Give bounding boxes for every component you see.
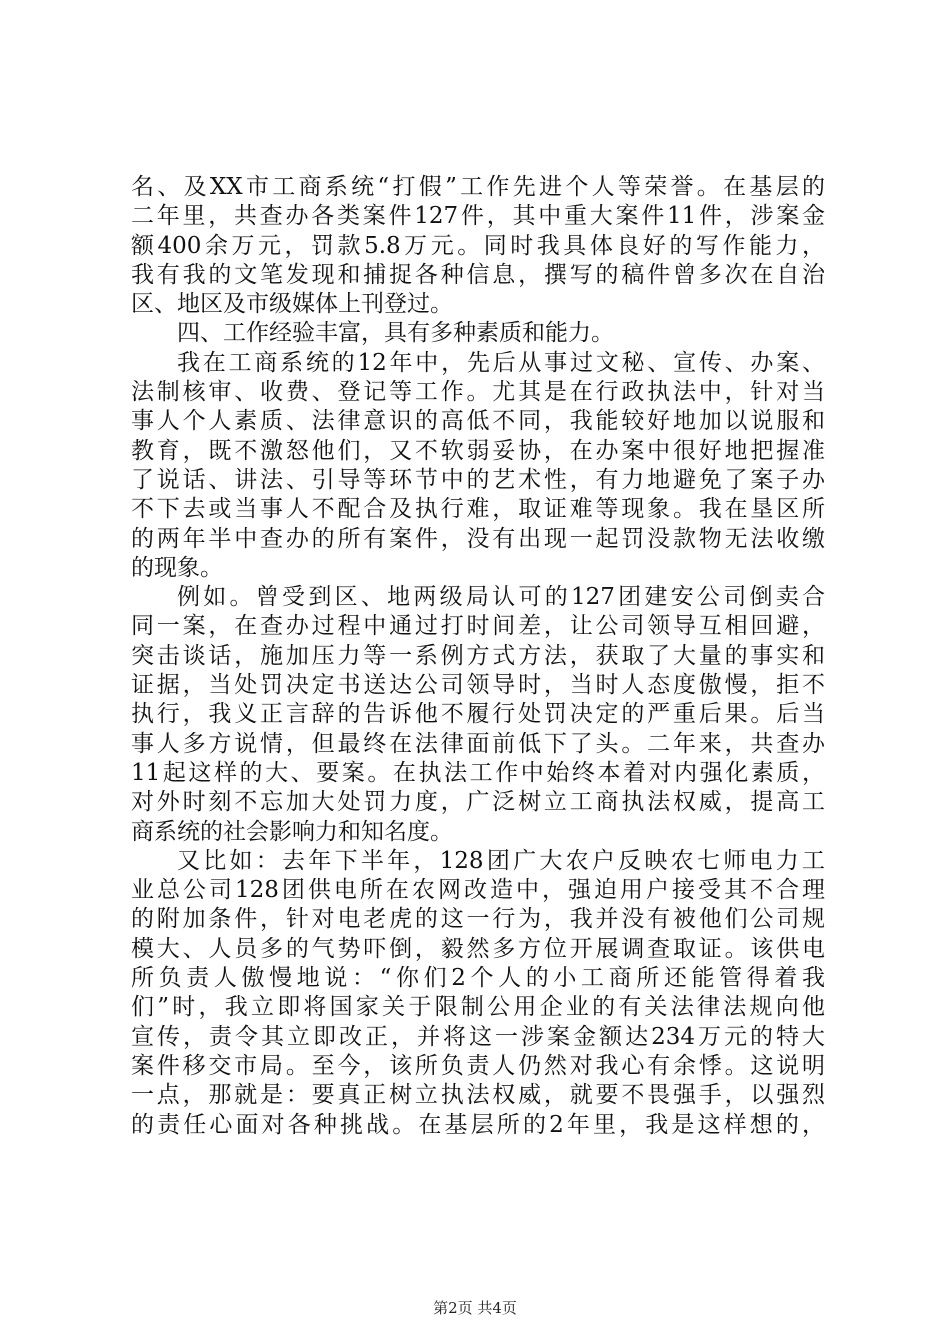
text-line: 二年里，共查办各类案件127件，其中重大案件11件，涉案金 xyxy=(131,203,825,230)
text-line: 又比如：去年下半年，128团广大农户反映农七师电力工 xyxy=(177,847,825,874)
text-line: 证据，当处罚决定书送达公司领导时，当时人态度傲慢，拒不 xyxy=(131,672,825,699)
text-line: 的现象。 xyxy=(131,554,223,581)
text-line: 执行，我义正言辞的告诉他不履行处罚决定的严重后果。后当 xyxy=(131,701,825,728)
text-line: 例如。曾受到区、地两级局认可的127团建安公司倒卖合 xyxy=(177,584,825,611)
text-line: 我在工商系统的12年中，先后从事过文秘、宣传、办案、 xyxy=(177,349,825,376)
text-line: 区、地区及市级媒体上刊登过。 xyxy=(131,291,453,318)
text-line: 额400余万元，罚款5.8万元。同时我具体良好的写作能力， xyxy=(131,232,825,259)
text-line: 的附加条件，针对电老虎的这一行为，我并没有被他们公司规 xyxy=(131,906,825,933)
text-line: 的两年半中查办的所有案件，没有出现一起罚没款物无法收缴 xyxy=(131,525,825,552)
text-line: 一点，那就是：要真正树立执法权威，就要不畏强手，以强烈 xyxy=(131,1082,825,1109)
text-line: 同一案，在查办过程中通过打时间差，让公司领导互相回避， xyxy=(131,613,825,640)
text-line: 事人多方说情，但最终在法律面前低下了头。二年来，共查办 xyxy=(131,730,825,757)
text-line: 们”时，我立即将国家关于限制公用企业的有关法律法规向他 xyxy=(131,994,825,1021)
text-line: 宣传，责令其立即改正，并将这一涉案金额达234万元的特大 xyxy=(131,1023,825,1050)
text-line: 名、及XX市工商系统“打假”工作先进个人等荣誉。在基层的 xyxy=(131,174,825,200)
text-line: 法制核审、收费、登记等工作。尤其是在行政执法中，针对当 xyxy=(131,379,825,406)
text-line: 业总公司128团供电所在农网改造中，强迫用户接受其不合理 xyxy=(131,877,825,904)
text-line: 商系统的社会影响力和知名度。 xyxy=(131,818,453,845)
text-line: 对外时刻不忘加大处罚力度，广泛树立工商执法权威，提高工 xyxy=(131,789,825,816)
text-line: 所负责人傲慢地说：“你们2个人的小工商所还能管得着我 xyxy=(131,965,825,992)
text-line: 我有我的文笔发现和捕捉各种信息，撰写的稿件曾多次在自治 xyxy=(131,261,825,288)
text-line: 四、工作经验丰富，具有多种素质和能力。 xyxy=(177,320,614,347)
text-line: 事人个人素质、法律意识的高低不同，我能较好地加以说服和 xyxy=(131,408,825,435)
text-line: 案件移交市局。至今，该所负责人仍然对我心有余悸。这说明 xyxy=(131,1052,825,1079)
text-line: 模大、人员多的气势吓倒，毅然多方位开展调查取证。该供电 xyxy=(131,935,825,962)
text-line: 突击谈话，施加压力等一系例方式方法，获取了大量的事实和 xyxy=(131,642,825,669)
text-line: 了说话、讲法、引导等环节中的艺术性，有力地避免了案子办 xyxy=(131,466,825,493)
page-footer: 第2页 共4页 xyxy=(433,1299,517,1317)
text-line: 不下去或当事人不配合及执行难，取证难等现象。我在垦区所 xyxy=(131,496,825,523)
text-line: 的责任心面对各种挑战。在基层所的2年里，我是这样想的， xyxy=(131,1111,825,1138)
document-body xyxy=(131,173,825,1140)
text-line: 11起这样的大、要案。在执法工作中始终本着对内强化素质， xyxy=(131,759,825,786)
text-line: 教育，既不激怒他们，又不软弱妥协，在办案中很好地把握准 xyxy=(131,437,825,464)
